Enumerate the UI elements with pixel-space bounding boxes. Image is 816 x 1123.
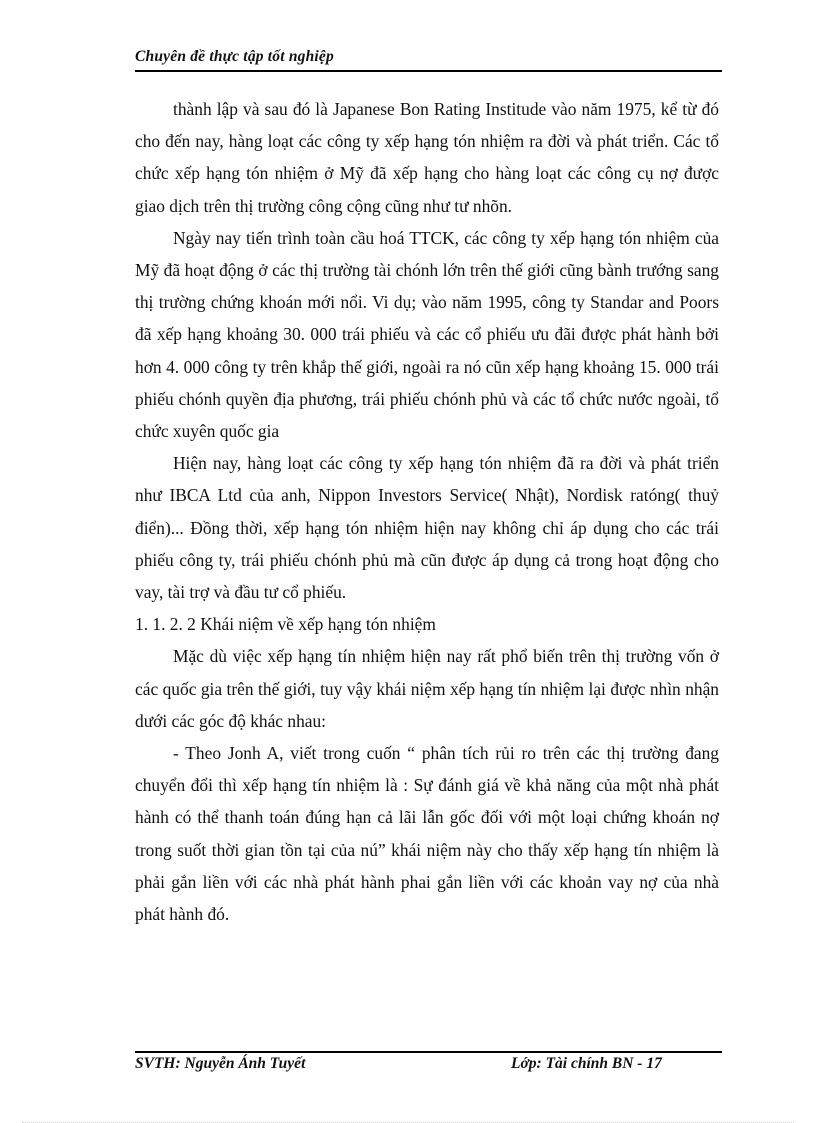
paragraph-5: - Theo Jonh A, viết trong cuốn “ phân tích rủi ro trên các thị trường đang chuyển đổi thì xếp hạng tín nhiệm là : Sự đánh giá về khả năng của một nhà phát hành có thể thanh toán đúng hạn cả lãi lẫn gốc đối với một loại chứng khoán nợ trong suốt thời gian tồn tại của nú” khái niệm này cho thấy xếp hạng tín nhiệm là phải gắn liền với các nhà phát hành phai gắn liền với các khoản vay nợ của nhà phát hành đó.: [135, 743, 719, 925]
document-body: [135, 93, 719, 930]
paragraph-1: thành lập và sau đó là Japanese Bon Rating Institude vào năm 1975, kể từ đó cho đến nay, hàng loạt các công ty xếp hạng tón nhiệm ra đời và phát triển. Các tổ chức xếp hạng tón nhiệm ở Mỹ đã xếp hạng cho hàng loạt các công cụ nợ được giao dịch trên thị trường công cộng cũng như tư nhõn.: [135, 99, 719, 216]
footer-class-name: Lớp: Tài chính BN - 17: [511, 1055, 662, 1072]
page-header-title: Chuyên đề thực tập tốt nghiệp: [135, 48, 334, 65]
paragraph-2: Ngày nay tiến trình toàn cầu hoá TTCK, các công ty xếp hạng tón nhiệm của Mỹ đã hoạt động ở các thị trường tài chónh lớn trên thế giới cũng bành trướng sang thị trường chứng khoán mới nổi. Vi dụ; vào năm 1995, công ty Standar and Poors đã xếp hạng khoảng 30. 000 trái phiếu và các cổ phiếu ưu đãi được phát hành bởi hơn 4. 000 công ty trên khắp thế giới, ngoài ra nó cũn xếp hạng khoảng 15. 000 trái phiếu chónh quyền địa phương, trái phiếu chónh phủ và các tổ chức nước ngoài, tổ chức xuyên quốc gia: [135, 227, 719, 442]
footer-divider: [135, 1051, 722, 1053]
section-heading: 1. 1. 2. 2 Khái niệm về xếp hạng tón nhiệm: [135, 614, 436, 635]
header-divider: [135, 70, 722, 72]
paragraph-3: Hiện nay, hàng loạt các công ty xếp hạng tón nhiệm đã ra đời và phát triển như IBCA Ltd của anh, Nippon Investors Service( Nhật), Nordisk ratóng( thuỷ điển)... Đồng thời, xếp hạng tón nhiệm hiện nay không chỉ áp dụng cho các trái phiếu công ty, trái phiếu chónh phủ mà cũn được áp dụng cả trong hoạt động cho vay, tài trợ và đầu tư cổ phiếu.: [135, 453, 719, 603]
paragraph-4: Mặc dù việc xếp hạng tín nhiệm hiện nay rất phổ biến trên thị trường vốn ở các quốc gia trên thế giới, tuy vậy khái niệm xếp hạng tín nhiệm lại được nhìn nhận dưới các góc độ khác nhau:: [135, 646, 719, 731]
footer-student-name: SVTH: Nguyễn Ánh Tuyết: [135, 1055, 306, 1072]
